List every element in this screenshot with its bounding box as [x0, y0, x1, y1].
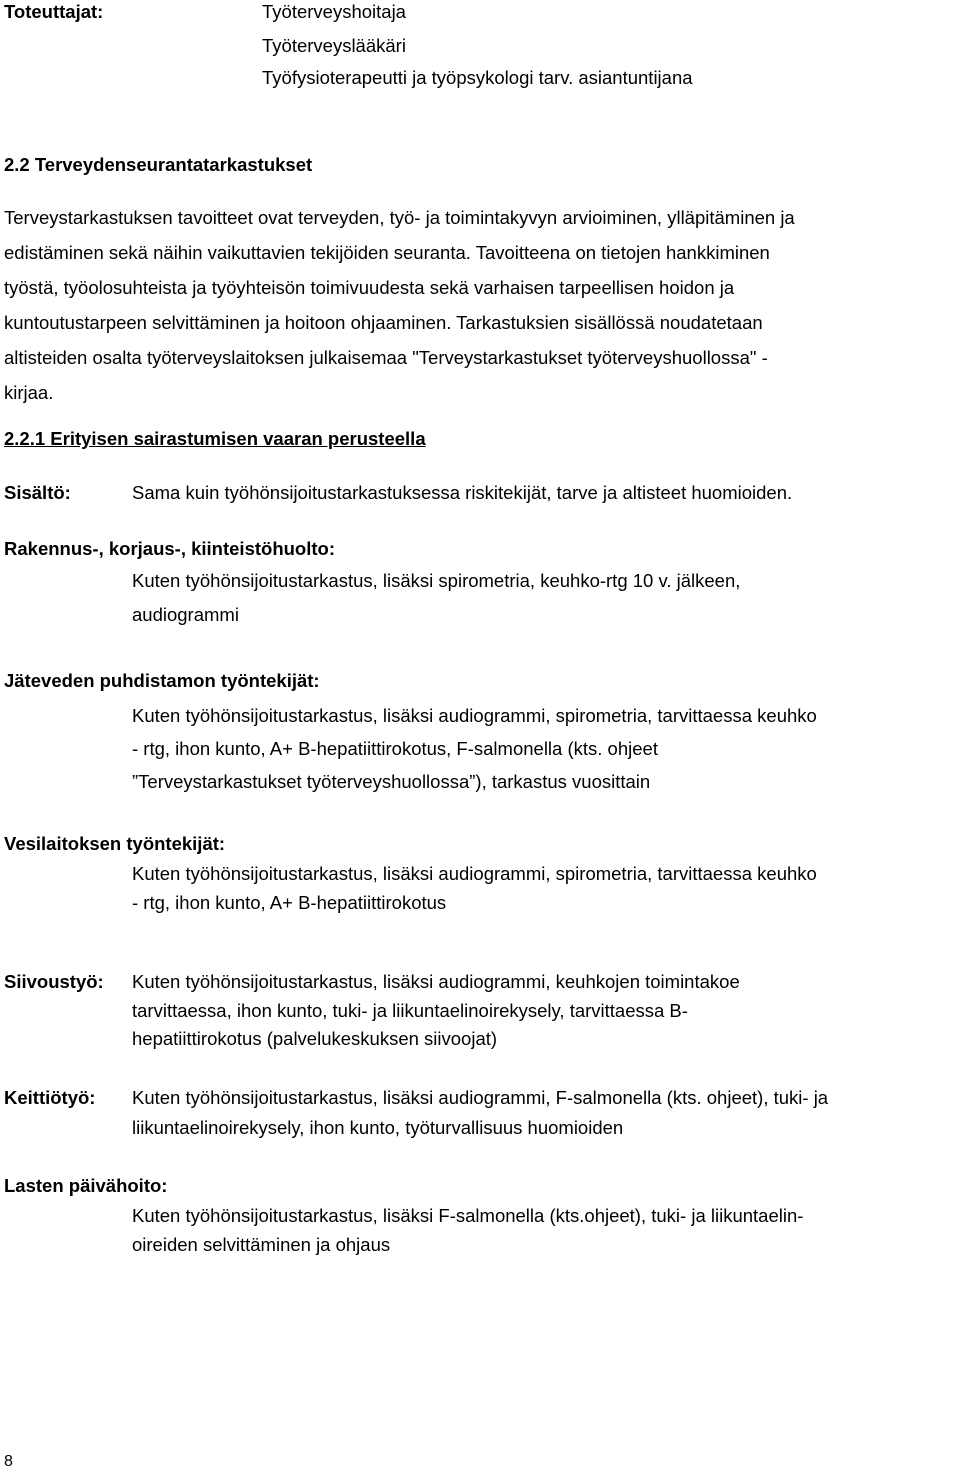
- paragraph-line: edistäminen sekä näihin vaikuttavien tekijöiden seuranta. Tavoitteena on tietojen hankkiminen: [4, 242, 770, 263]
- content-text: Sama kuin työhönsijoitustarkastuksessa riskitekijät, tarve ja altisteet huomioiden.: [132, 482, 793, 503]
- performer-line: Työterveyshoitaja: [262, 1, 406, 22]
- group-line: Kuten työhönsijoitustarkastus, lisäksi F-salmonella (kts.ohjeet), tuki- ja liikuntaelin-: [132, 1205, 804, 1226]
- group-label: Keittiötyö:: [4, 1087, 96, 1108]
- section-paragraph: [4, 200, 958, 410]
- paragraph-line: kuntoutustarpeen selvittäminen ja hoitoon ohjaaminen. Tarkastuksien sisällössä noudatetaan: [4, 312, 763, 333]
- group-line: Kuten työhönsijoitustarkastus, lisäksi audiogrammi, F-salmonella (kts. ohjeet), tuki- ja: [132, 1087, 829, 1108]
- group-line: - rtg, ihon kunto, A+ B-hepatiittirokotus, F-salmonella (kts. ohjeet: [132, 738, 658, 759]
- group-line: Kuten työhönsijoitustarkastus, lisäksi audiogrammi, spirometria, tarvittaessa keuhko: [132, 863, 817, 884]
- subsection-heading: 2.2.1 Erityisen sairastumisen vaaran perusteella: [4, 428, 426, 449]
- group-line: Kuten työhönsijoitustarkastus, lisäksi audiogrammi, keuhkojen toimintakoe: [132, 971, 740, 992]
- group-line: ”Terveystarkastukset työterveyshuollossa”), tarkastus vuosittain: [132, 771, 651, 792]
- paragraph-line: kirjaa.: [4, 382, 54, 403]
- section-heading: 2.2 Terveydenseurantatarkastukset: [4, 154, 313, 175]
- paragraph-line: työstä, työolosuhteista ja työyhteisön toimivuudesta sekä varhaisen tarpeellisen hoidon ja: [4, 277, 735, 298]
- content-label: Sisältö:: [4, 482, 71, 503]
- group-line: tarvittaessa, ihon kunto, tuki- ja liikuntaelinoirekysely, tarvittaessa B-: [132, 1000, 688, 1021]
- group-label: Jäteveden puhdistamon työntekijät:: [4, 670, 320, 691]
- performer-line: Työterveyslääkäri: [262, 35, 406, 56]
- group-line: - rtg, ihon kunto, A+ B-hepatiittirokotus: [132, 892, 447, 913]
- group-line: oireiden selvittäminen ja ohjaus: [132, 1234, 391, 1255]
- group-line: hepatiittirokotus (palvelukeskuksen siivoojat): [132, 1028, 498, 1049]
- group-line: Kuten työhönsijoitustarkastus, lisäksi spirometria, keuhko-rtg 10 v. jälkeen,: [132, 570, 741, 591]
- performer-line: Työfysioterapeutti ja työpsykologi tarv. asiantuntijana: [262, 67, 693, 88]
- performers-label: Toteuttajat:: [4, 1, 104, 22]
- group-label: Vesilaitoksen työntekijät:: [4, 833, 226, 854]
- paragraph-line: altisteiden osalta työterveyslaitoksen julkaisemaa "Terveystarkastukset työterveyshuollossa" -: [4, 347, 768, 368]
- group-label: Lasten päivähoito:: [4, 1175, 168, 1196]
- paragraph-line: Terveystarkastuksen tavoitteet ovat terveyden, työ- ja toimintakyvyn arvioiminen, ylläpitäminen ja: [4, 207, 795, 228]
- group-line: Kuten työhönsijoitustarkastus, lisäksi audiogrammi, spirometria, tarvittaessa keuhko: [132, 705, 817, 726]
- group-line: audiogrammi: [132, 604, 239, 625]
- group-line: liikuntaelinoirekysely, ihon kunto, työturvallisuus huomioiden: [132, 1117, 624, 1138]
- page-number: 8: [4, 1453, 13, 1470]
- group-label: Rakennus-, korjaus-, kiinteistöhuolto:: [4, 538, 335, 559]
- group-label: Siivoustyö:: [4, 971, 104, 992]
